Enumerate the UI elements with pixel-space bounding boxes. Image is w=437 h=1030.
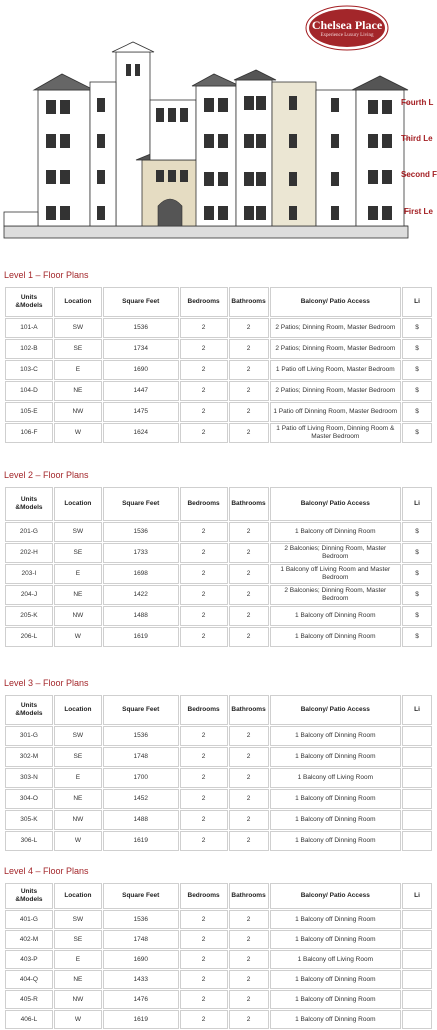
cell-bedrooms: 2	[180, 1010, 228, 1029]
cell-units-models: 102-B	[5, 339, 53, 359]
column-header-balcony-patio-access: Balcony/ Patio Access	[270, 487, 402, 521]
column-header-location: Location	[54, 287, 102, 317]
cell-square-feet: 1748	[103, 747, 179, 767]
cell-balcony-patio-access: 1 Balcony off Living Room and Master Bedroom	[270, 564, 402, 584]
table-row	[5, 810, 432, 830]
column-header-list-price: Li	[402, 695, 432, 725]
cell-units-models: 203-I	[5, 564, 53, 584]
cell-list-price: $	[402, 522, 432, 542]
cell-bathrooms: 2	[229, 585, 269, 605]
table-row	[5, 564, 432, 584]
cell-units-models: 301-G	[5, 726, 53, 746]
table-row	[5, 627, 432, 647]
cell-square-feet: 1698	[103, 564, 179, 584]
table-row	[5, 339, 432, 359]
cell-bedrooms: 2	[180, 747, 228, 767]
floor-plan-table	[4, 694, 433, 852]
table-row	[5, 950, 432, 969]
column-header-location: Location	[54, 883, 102, 909]
table-row	[5, 423, 432, 443]
cell-location: SE	[54, 930, 102, 949]
table-row	[5, 402, 432, 422]
column-header-bedrooms: Bedrooms	[180, 287, 228, 317]
cell-balcony-patio-access: 1 Patio off Dinning Room, Master Bedroom	[270, 402, 402, 422]
cell-balcony-patio-access: 1 Balcony off Dinning Room	[270, 831, 402, 851]
table-row	[5, 606, 432, 626]
cell-list-price: $	[402, 423, 432, 443]
cell-bathrooms: 2	[229, 747, 269, 767]
cell-square-feet: 1536	[103, 910, 179, 929]
table-header-row	[5, 695, 432, 725]
cell-bedrooms: 2	[180, 585, 228, 605]
table-row	[5, 990, 432, 1009]
cell-units-models: 303-N	[5, 768, 53, 788]
cell-location: W	[54, 627, 102, 647]
cell-units-models: 406-L	[5, 1010, 53, 1029]
cell-bathrooms: 2	[229, 402, 269, 422]
cell-location: SW	[54, 726, 102, 746]
floor-label-fourth: Fourth L	[401, 98, 434, 107]
cell-list-price: $	[402, 360, 432, 380]
cell-list-price: $	[402, 402, 432, 422]
column-header-square-feet: Square Feet	[103, 695, 179, 725]
cell-list-price: $	[402, 564, 432, 584]
cell-balcony-patio-access: 1 Patio off Living Room, Dinning Room & Master Bedroom	[270, 423, 402, 443]
cell-bedrooms: 2	[180, 970, 228, 989]
cell-square-feet: 1733	[103, 543, 179, 563]
table-header-row	[5, 487, 432, 521]
cell-bathrooms: 2	[229, 564, 269, 584]
floor-label-second: Second F	[401, 170, 437, 179]
cell-bathrooms: 2	[229, 423, 269, 443]
cell-units-models: 103-C	[5, 360, 53, 380]
cell-units-models: 305-K	[5, 810, 53, 830]
cell-bedrooms: 2	[180, 726, 228, 746]
cell-balcony-patio-access: 2 Balconies; Dinning Room, Master Bedroom	[270, 585, 402, 605]
cell-list-price	[402, 950, 432, 969]
cell-bedrooms: 2	[180, 318, 228, 338]
column-header-square-feet: Square Feet	[103, 883, 179, 909]
floor-label-first: First Le	[404, 207, 433, 216]
cell-list-price: $	[402, 543, 432, 563]
cell-bedrooms: 2	[180, 360, 228, 380]
cell-list-price	[402, 1010, 432, 1029]
table-row	[5, 930, 432, 949]
cell-balcony-patio-access: 2 Patios; Dinning Room, Master Bedroom	[270, 318, 402, 338]
cell-location: SE	[54, 339, 102, 359]
cell-square-feet: 1619	[103, 1010, 179, 1029]
cell-square-feet: 1422	[103, 585, 179, 605]
cell-balcony-patio-access: 1 Balcony off Living Room	[270, 950, 402, 969]
cell-balcony-patio-access: 1 Patio off Living Room, Master Bedroom	[270, 360, 402, 380]
cell-bedrooms: 2	[180, 543, 228, 563]
cell-units-models: 401-G	[5, 910, 53, 929]
column-header-units-models: Units &Models	[5, 287, 53, 317]
cell-square-feet: 1447	[103, 381, 179, 401]
cell-location: E	[54, 360, 102, 380]
cell-bathrooms: 2	[229, 726, 269, 746]
column-header-bathrooms: Bathrooms	[229, 287, 269, 317]
column-header-bathrooms: Bathrooms	[229, 695, 269, 725]
cell-units-models: 304-O	[5, 789, 53, 809]
cell-balcony-patio-access: 1 Balcony off Dinning Room	[270, 789, 402, 809]
cell-location: SE	[54, 747, 102, 767]
cell-balcony-patio-access: 1 Balcony off Dinning Room	[270, 910, 402, 929]
cell-list-price	[402, 810, 432, 830]
cell-square-feet: 1433	[103, 970, 179, 989]
cell-units-models: 104-D	[5, 381, 53, 401]
table-row	[5, 747, 432, 767]
column-header-bedrooms: Bedrooms	[180, 883, 228, 909]
cell-square-feet: 1488	[103, 606, 179, 626]
logo-name: Chelsea Place	[311, 18, 383, 32]
column-header-location: Location	[54, 695, 102, 725]
cell-bedrooms: 2	[180, 606, 228, 626]
cell-units-models: 405-R	[5, 990, 53, 1009]
cell-list-price	[402, 910, 432, 929]
column-header-square-feet: Square Feet	[103, 487, 179, 521]
floor-plan-table	[4, 882, 433, 1030]
cell-bathrooms: 2	[229, 360, 269, 380]
cell-bedrooms: 2	[180, 627, 228, 647]
cell-location: SW	[54, 522, 102, 542]
cell-units-models: 105-E	[5, 402, 53, 422]
cell-square-feet: 1619	[103, 627, 179, 647]
cell-list-price	[402, 747, 432, 767]
column-header-bedrooms: Bedrooms	[180, 487, 228, 521]
logo-tagline: Experience Luxury Living	[320, 33, 374, 38]
cell-bathrooms: 2	[229, 381, 269, 401]
cell-bathrooms: 2	[229, 1010, 269, 1029]
cell-square-feet: 1624	[103, 423, 179, 443]
cell-units-models: 302-M	[5, 747, 53, 767]
level-4-title: Level 4 – Floor Plans	[4, 866, 89, 876]
column-header-units-models: Units &Models	[5, 487, 53, 521]
cell-bedrooms: 2	[180, 950, 228, 969]
cell-bedrooms: 2	[180, 564, 228, 584]
cell-list-price: $	[402, 585, 432, 605]
cell-bathrooms: 2	[229, 789, 269, 809]
cell-location: E	[54, 564, 102, 584]
table-row	[5, 831, 432, 851]
table-header-row	[5, 287, 432, 317]
cell-list-price: $	[402, 339, 432, 359]
column-header-bathrooms: Bathrooms	[229, 883, 269, 909]
cell-bathrooms: 2	[229, 831, 269, 851]
cell-bedrooms: 2	[180, 381, 228, 401]
cell-list-price	[402, 831, 432, 851]
cell-square-feet: 1452	[103, 789, 179, 809]
column-header-square-feet: Square Feet	[103, 287, 179, 317]
cell-location: NW	[54, 402, 102, 422]
table-row	[5, 1010, 432, 1029]
table-row	[5, 522, 432, 542]
cell-list-price	[402, 990, 432, 1009]
cell-bathrooms: 2	[229, 910, 269, 929]
cell-balcony-patio-access: 2 Balconies; Dinning Room, Master Bedroom	[270, 543, 402, 563]
cell-square-feet: 1690	[103, 360, 179, 380]
cell-location: SE	[54, 543, 102, 563]
cell-bedrooms: 2	[180, 522, 228, 542]
level-2-title: Level 2 – Floor Plans	[4, 470, 89, 480]
cell-square-feet: 1476	[103, 990, 179, 1009]
cell-balcony-patio-access: 1 Balcony off Dinning Room	[270, 810, 402, 830]
cell-balcony-patio-access: 1 Balcony off Dinning Room	[270, 970, 402, 989]
cell-location: NE	[54, 381, 102, 401]
building-elevation	[0, 0, 437, 250]
cell-location: E	[54, 768, 102, 788]
cell-units-models: 404-Q	[5, 970, 53, 989]
level-1-title: Level 1 – Floor Plans	[4, 270, 89, 280]
cell-bathrooms: 2	[229, 543, 269, 563]
cell-bathrooms: 2	[229, 768, 269, 788]
cell-location: SW	[54, 318, 102, 338]
cell-bathrooms: 2	[229, 810, 269, 830]
cell-balcony-patio-access: 1 Balcony off Dinning Room	[270, 627, 402, 647]
cell-bedrooms: 2	[180, 930, 228, 949]
column-header-balcony-patio-access: Balcony/ Patio Access	[270, 883, 402, 909]
table-row	[5, 726, 432, 746]
cell-square-feet: 1619	[103, 831, 179, 851]
cell-location: W	[54, 1010, 102, 1029]
cell-square-feet: 1488	[103, 810, 179, 830]
cell-square-feet: 1734	[103, 339, 179, 359]
cell-balcony-patio-access: 2 Patios; Dinning Room, Master Bedroom	[270, 381, 402, 401]
cell-location: NE	[54, 585, 102, 605]
cell-balcony-patio-access: 1 Balcony off Living Room	[270, 768, 402, 788]
level-3-title: Level 3 – Floor Plans	[4, 678, 89, 688]
table-row	[5, 768, 432, 788]
cell-bedrooms: 2	[180, 789, 228, 809]
cell-balcony-patio-access: 1 Balcony off Dinning Room	[270, 747, 402, 767]
cell-bedrooms: 2	[180, 423, 228, 443]
cell-balcony-patio-access: 1 Balcony off Dinning Room	[270, 1010, 402, 1029]
table-row	[5, 381, 432, 401]
column-header-location: Location	[54, 487, 102, 521]
cell-location: W	[54, 831, 102, 851]
cell-bedrooms: 2	[180, 910, 228, 929]
cell-square-feet: 1536	[103, 726, 179, 746]
cell-bedrooms: 2	[180, 810, 228, 830]
cell-bedrooms: 2	[180, 339, 228, 359]
cell-units-models: 106-F	[5, 423, 53, 443]
cell-square-feet: 1475	[103, 402, 179, 422]
cell-location: NW	[54, 810, 102, 830]
cell-square-feet: 1536	[103, 318, 179, 338]
cell-units-models: 205-K	[5, 606, 53, 626]
cell-square-feet: 1700	[103, 768, 179, 788]
floor-plan-table	[4, 486, 433, 648]
cell-balcony-patio-access: 1 Balcony off Dinning Room	[270, 726, 402, 746]
cell-balcony-patio-access: 2 Patios; Dinning Room, Master Bedroom	[270, 339, 402, 359]
cell-bedrooms: 2	[180, 768, 228, 788]
cell-location: NW	[54, 990, 102, 1009]
column-header-units-models: Units &Models	[5, 695, 53, 725]
cell-bathrooms: 2	[229, 318, 269, 338]
cell-units-models: 306-L	[5, 831, 53, 851]
cell-location: W	[54, 423, 102, 443]
cell-location: E	[54, 950, 102, 969]
table-row	[5, 543, 432, 563]
cell-units-models: 101-A	[5, 318, 53, 338]
column-header-balcony-patio-access: Balcony/ Patio Access	[270, 695, 402, 725]
cell-balcony-patio-access: 1 Balcony off Dinning Room	[270, 522, 402, 542]
cell-bathrooms: 2	[229, 627, 269, 647]
table-row	[5, 910, 432, 929]
cell-list-price	[402, 768, 432, 788]
cell-list-price	[402, 930, 432, 949]
cell-balcony-patio-access: 1 Balcony off Dinning Room	[270, 990, 402, 1009]
cell-balcony-patio-access: 1 Balcony off Dinning Room	[270, 930, 402, 949]
cell-list-price: $	[402, 606, 432, 626]
column-header-list-price: Li	[402, 287, 432, 317]
column-header-balcony-patio-access: Balcony/ Patio Access	[270, 287, 402, 317]
cell-units-models: 201-G	[5, 522, 53, 542]
cell-square-feet: 1748	[103, 930, 179, 949]
chelsea-place-logo[interactable]	[306, 6, 388, 50]
cell-bedrooms: 2	[180, 402, 228, 422]
cell-list-price	[402, 789, 432, 809]
table-row	[5, 585, 432, 605]
cell-bathrooms: 2	[229, 950, 269, 969]
cell-list-price: $	[402, 318, 432, 338]
cell-units-models: 202-H	[5, 543, 53, 563]
table-row	[5, 318, 432, 338]
cell-list-price	[402, 726, 432, 746]
cell-location: NE	[54, 970, 102, 989]
table-row	[5, 789, 432, 809]
cell-bathrooms: 2	[229, 970, 269, 989]
cell-bathrooms: 2	[229, 990, 269, 1009]
cell-units-models: 403-P	[5, 950, 53, 969]
cell-bathrooms: 2	[229, 522, 269, 542]
cell-location: SW	[54, 910, 102, 929]
cell-square-feet: 1690	[103, 950, 179, 969]
cell-bathrooms: 2	[229, 930, 269, 949]
cell-units-models: 402-M	[5, 930, 53, 949]
table-row	[5, 970, 432, 989]
cell-bathrooms: 2	[229, 606, 269, 626]
cell-units-models: 206-L	[5, 627, 53, 647]
cell-bedrooms: 2	[180, 990, 228, 1009]
cell-location: NW	[54, 606, 102, 626]
cell-bathrooms: 2	[229, 339, 269, 359]
floor-plan-table	[4, 286, 433, 444]
cell-balcony-patio-access: 1 Balcony off Dinning Room	[270, 606, 402, 626]
cell-units-models: 204-J	[5, 585, 53, 605]
floor-label-third: Third Le	[401, 134, 433, 143]
cell-bedrooms: 2	[180, 831, 228, 851]
column-header-bathrooms: Bathrooms	[229, 487, 269, 521]
cell-list-price	[402, 970, 432, 989]
column-header-bedrooms: Bedrooms	[180, 695, 228, 725]
column-header-units-models: Units &Models	[5, 883, 53, 909]
column-header-list-price: Li	[402, 487, 432, 521]
table-row	[5, 360, 432, 380]
table-header-row	[5, 883, 432, 909]
cell-location: NE	[54, 789, 102, 809]
cell-square-feet: 1536	[103, 522, 179, 542]
cell-list-price: $	[402, 627, 432, 647]
column-header-list-price: Li	[402, 883, 432, 909]
cell-list-price: $	[402, 381, 432, 401]
